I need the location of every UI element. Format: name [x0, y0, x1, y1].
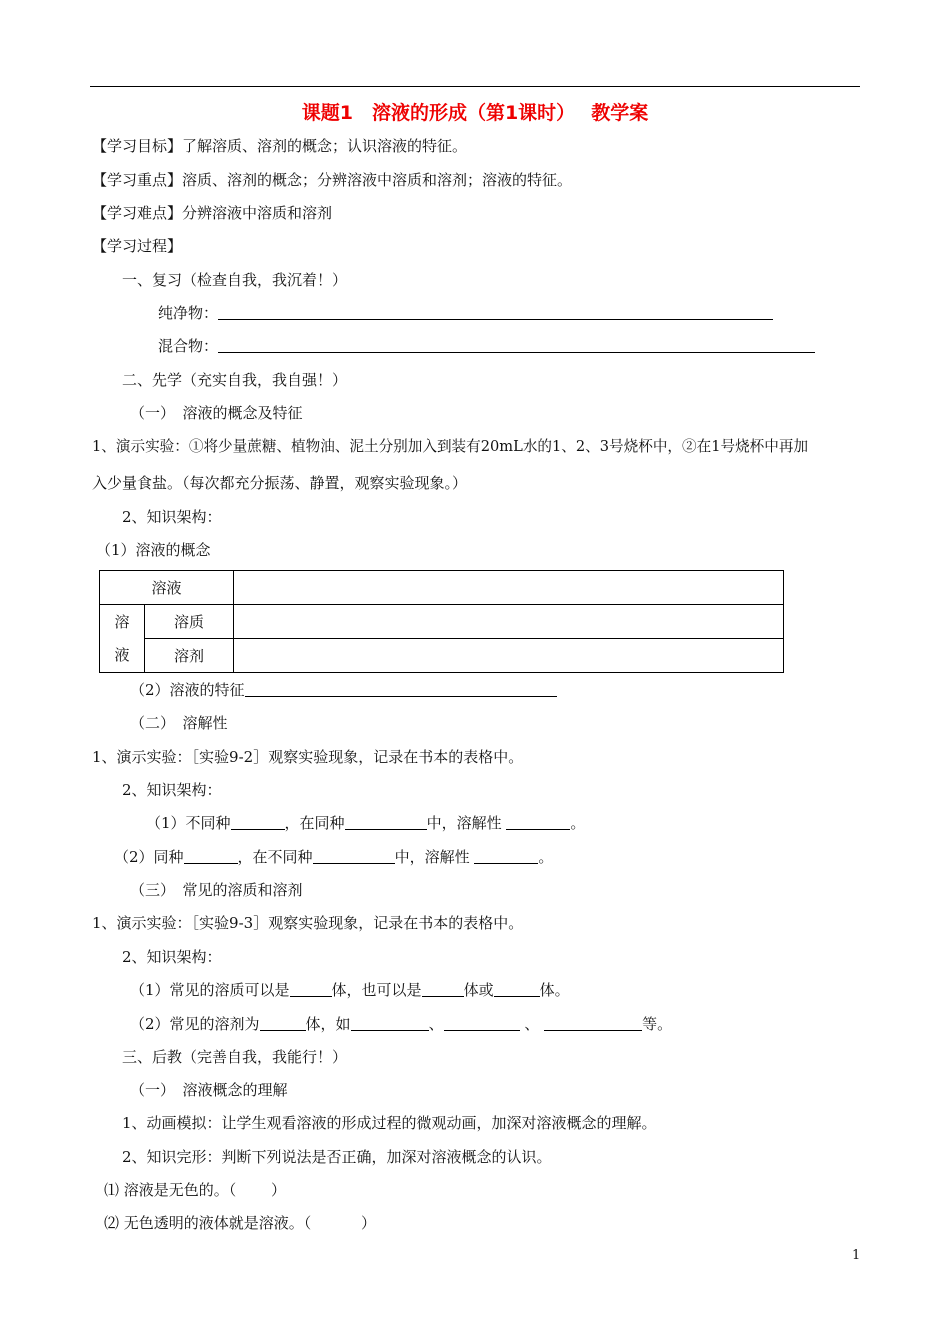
animation-item: 1、动画模拟：让学生观看溶液的形成过程的微观动画，加深对溶液概念的理解。 — [122, 1114, 657, 1132]
judge-item: 2、知识完形：判断下列说法是否正确，加深对溶液概念的认识。 — [122, 1148, 552, 1166]
blank — [218, 304, 773, 320]
blank — [494, 981, 540, 997]
learning-objective: 【学习目标】了解溶质、溶剂的概念；认识溶液的特征。 — [92, 137, 468, 155]
header-rule — [90, 86, 860, 87]
row-header: 溶 液 — [100, 605, 145, 673]
solubility-item-1: （1）不同种 ，在同种 中，溶解性 。 — [146, 814, 586, 832]
blank — [231, 814, 285, 830]
framework-heading: 2、知识架构： — [122, 781, 222, 799]
answer-cell[interactable] — [234, 605, 784, 639]
mixture-row — [158, 336, 815, 356]
section-heading: （一） 溶液的概念及特征 — [130, 404, 303, 422]
framework-heading: 2、知识架构： — [122, 948, 222, 966]
pure-label: 纯净物： — [158, 304, 219, 322]
feature-label: （2）溶液的特征 — [130, 681, 245, 699]
answer-cell[interactable] — [234, 639, 784, 673]
question-2: ⑵ 无色透明的液体就是溶液。（ ） — [104, 1214, 377, 1232]
demo-text: 1、演示实验：［实验9-3］观察实验现象，记录在书本的表格中。 — [92, 914, 524, 932]
solubility-item-2: （2）同种 ，在不同种 中，溶解性 。 — [114, 848, 554, 866]
question-1: ⑴ 溶液是无色的。（ ） — [104, 1181, 287, 1199]
feature-row — [130, 680, 557, 700]
difficulty: 【学习难点】分辨溶液中溶质和溶剂 — [92, 204, 333, 222]
pure-substance-row — [158, 303, 773, 323]
blank — [184, 848, 238, 864]
section-heading: （一） 溶液概念的理解 — [130, 1081, 288, 1099]
blank — [313, 848, 395, 864]
blank — [218, 337, 815, 353]
common-item-1: （1）常见的溶质可以是 体，也可以是 体或 体。 — [130, 981, 570, 999]
framework-heading: 2、知识架构： — [122, 508, 222, 526]
mixture-label: 混合物： — [158, 337, 219, 355]
concept-heading: （1）溶液的概念 — [96, 541, 211, 559]
blank — [544, 1015, 642, 1031]
review-heading: 一、复习（检查自我，我沉着！） — [122, 271, 348, 289]
demo-text: 1、演示实验：①将少量蔗糖、植物油、泥土分别加入到装有20mL水的1、2、3号烧杯中，②在1号烧杯中再加 — [92, 438, 809, 455]
solution-label: 溶液 — [100, 571, 234, 605]
blank — [474, 848, 538, 864]
concept-table — [99, 570, 784, 673]
common-item-2: （2）常见的溶剂为 体，如 、 、 等。 — [130, 1015, 673, 1033]
demo-text: 入少量食盐。（每次都充分振荡、静置，观察实验现象。） — [92, 474, 468, 492]
blank — [260, 1015, 306, 1031]
demo-text: 1、演示实验：［实验9-2］观察实验现象，记录在书本的表格中。 — [92, 748, 524, 766]
solvent-label: 溶剂 — [145, 639, 234, 673]
blank — [290, 981, 332, 997]
solute-label: 溶质 — [145, 605, 234, 639]
blank — [444, 1015, 520, 1031]
prestudy-heading: 二、先学（充实自我，我自强！） — [122, 371, 348, 389]
page-number: 1 — [852, 1248, 861, 1263]
blank — [245, 681, 557, 697]
section-heading: （三） 常见的溶质和溶剂 — [130, 881, 303, 899]
section-heading: （二） 溶解性 — [130, 714, 228, 732]
key-points: 【学习重点】溶质、溶剂的概念；分辨溶液中溶质和溶剂；溶液的特征。 — [92, 171, 573, 189]
page-title: 课题1 溶液的形成（第1课时） 教学案 — [301, 102, 649, 124]
blank — [351, 1015, 429, 1031]
after-heading: 三、后教（完善自我，我能行！） — [122, 1048, 348, 1066]
answer-cell[interactable] — [234, 571, 784, 605]
blank — [506, 814, 570, 830]
blank — [345, 814, 427, 830]
blank — [422, 981, 464, 997]
process-heading: 【学习过程】 — [92, 237, 183, 255]
